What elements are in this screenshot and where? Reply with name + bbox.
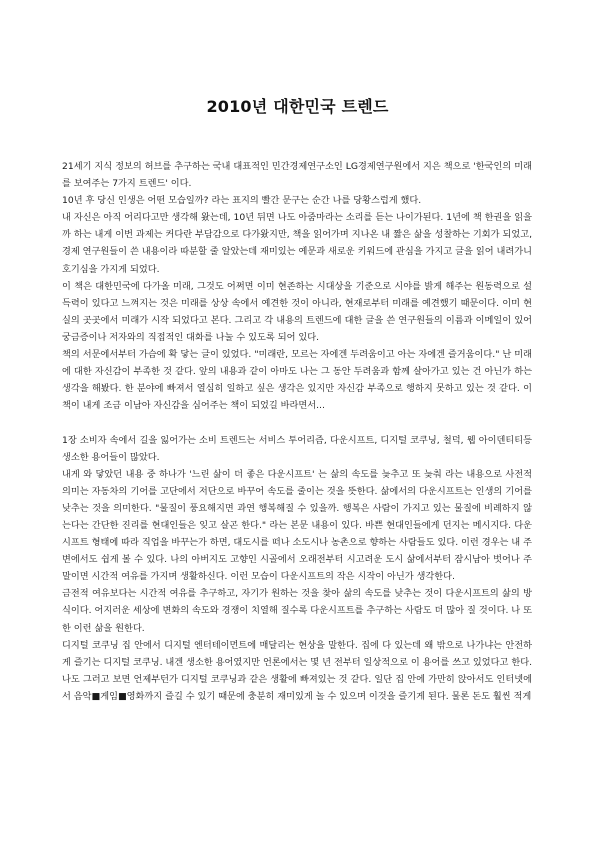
paragraph: 금전적 여유보다는 시간적 여유를 추구하고, 자기가 원하는 것을 찾아 삶의 속도를 낮추는 것이 다운시프트의 삶의 방식이다. 어지러운 세상에 변화의 속도와 경쟁이 치열해 질수록 다운시프트를 추구하는 사람도 더 많아 질 것이다. 나 또한 이런 삶을 원한다. [62,588,532,634]
paragraph: 1장 소비자 속에서 길을 잃어가는 소비 트렌드는 서비스 투어리즘, 다운시프트, 디지털 코쿠닝, 철덕, 웹 아이덴티티등 생소한 용어들이 많았다. [62,434,532,463]
document-title: 2010년 대한민국 트렌드 [206,97,389,116]
paragraph: 디지털 코쿠닝 집 안에서 디지털 엔터테이먼트에 매달리는 현상을 말한다. 집에 다 있는데 왜 밖으로 나가냐는 안전하게 즐기는 디지털 코쿠닝. 내겐 생소한 용어였지만 언론에서는 몇 년 전부터 일상적으로 이 용어를 쓰고 있었다고 한다. 나도 그러고 보면 언제부턴가 디지털 코쿠닝과 같은 생활에 빠져있는 것 같다. 일단 집 안에 가만히 앉아서도 인터넷에서 음악■게임■영화까지 즐길 수 있기 때문에 충분히 재미있게 놀 수 있으며 이것을 즐기게 된다. 물론 돈도 훨씬 적게 [62,639,532,702]
paragraph: 10년 후 당신 인생은 어떤 모습일까? 라는 표지의 빨간 문구는 순간 나를 당황스럽게 했다. [62,195,422,207]
paragraph: 21세기 지식 정보의 허브를 추구하는 국내 대표적인 민간경제연구소인 LG경제연구원에서 지은 책으로 '한국인의 미래를 보여주는 7가지 트렌드' 이다. [62,161,532,190]
paragraph: 책의 서문에서부터 가슴에 확 닿는 글이 있었다. "미래란, 모르는 자에겐 두려움이고 아는 자에겐 즐거움이다." 난 미래에 대한 자신감이 부족한 것 같다. 앞의 내용과 같이 아마도 나는 그 동안 두려움과 함께 살아가고 있는 건 아닌가 하는 생각을 해봤다. 한 분야에 빠져서 열심히 일하고 싶은 생각은 있지만 자신감 부족으로 행하지 못하고 있는 것 같다. 이 책이 내게 조금 이남아 자신감을 심어주는 책이 되었길 바라면서... [62,349,532,412]
paragraph: 내 자신은 아직 어리다고만 생각해 왔는데, 10년 뒤면 나도 아줌마라는 소리를 듣는 나이가된다. 1년에 책 한권을 읽을까 하는 내게 이번 과제는 커다란 부담감으로 다가왔지만, 책을 읽어가며 지나온 내 짧은 삶을 성찰하는 기회가 되었고, 경제 연구원들이 쓴 내용이라 따분할 줄 알았는데 재미있는 예문과 새로운 키워드에 관심을 가지고 글을 읽어 내려가니 호기심을 가지게 되었다. [62,212,532,275]
paragraph: 이 책은 대한민국에 다가올 미래, 그것도 어쩌면 이미 현존하는 시대상을 기준으로 시야를 밝게 해주는 원동력으로 설득력이 있다고 느껴지는 것은 미래를 상상 속에서 예견한 것이 아니라, 현재로부터 미래를 예견했기 때문이다. 이미 현실의 곳곳에서 미래가 시작 되었다고 본다. 그리고 각 내용의 트렌드에 대한 글을 쓴 연구원들의 이름과 이메일이 있어 궁금증이나 저자와의 직접적인 대화를 나눌 수 있도록 되어 있다. [62,280,532,343]
document-body [62,158,532,705]
paragraph-gap [62,414,532,431]
paragraph: 내게 와 닿았던 내용 중 하나가 '느린 삶이 더 좋은 다운시프트' 는 삶의 속도를 늦추고 또 늦춰 라는 내용으로 사전적 의미는 자동차의 기어를 고단에서 저단으로 바꾸어 속도를 줄이는 것을 뜻한다. 삶에서의 다운시프트는 인생의 기어를 낮추는 것을 의미한다. "물질이 풍요해지면 과연 행복해질 수 있을까. 행복은 사람이 가지고 있는 물질에 비례하지 않는다는 간단한 진리를 현대인들은 잊고 살곤 한다." 라는 본문 내용이 있다. 바쁜 현대인들에게 던지는 메시지다. 다운시프트 형태에 따라 직업을 바꾸는가 하면, 대도시를 떠나 소도시나 농촌으로 향하는 사람들도 있다. 이런 경우는 내 주변에서도 쉽게 볼 수 있다. 나의 아버지도 고향인 시골에서 오래전부터 시고려운 도시 삶에서부터 잠시남아 벗어나 주말이면 시간적 여유를 가지며 생활하신다. 이런 모습이 다운시프트의 작은 시작이 아닌가 생각한다. [62,468,532,583]
